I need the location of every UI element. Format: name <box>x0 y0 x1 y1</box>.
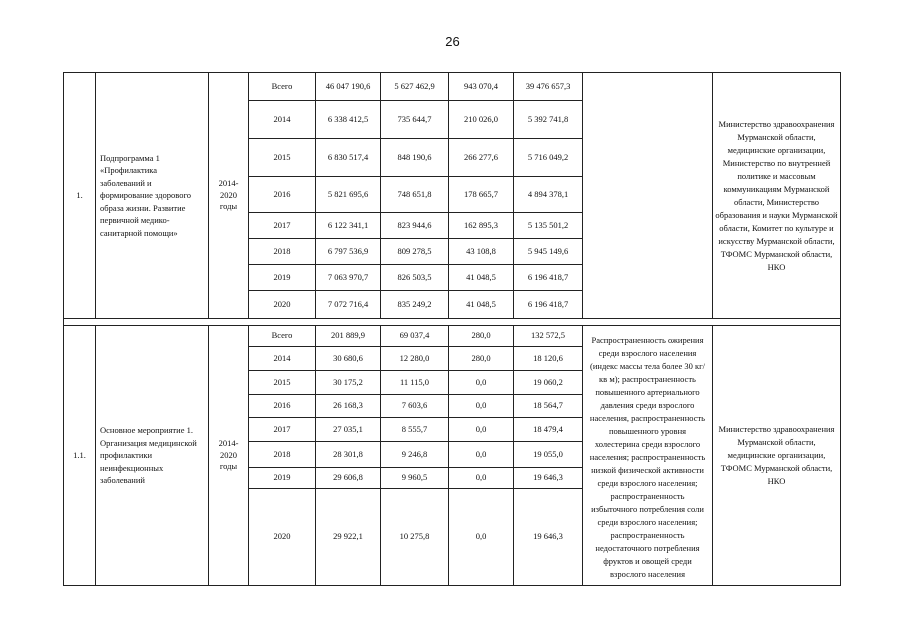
value-cell: 5 392 741,8 <box>514 101 583 139</box>
value-cell: 18 564,7 <box>514 394 583 418</box>
table-row <box>64 73 841 101</box>
value-cell: 6 797 536,9 <box>316 239 381 265</box>
value-cell: 0,0 <box>449 418 514 442</box>
value-cell: 19 646,3 <box>514 489 583 586</box>
value-cell: 210 026,0 <box>449 101 514 139</box>
value-cell: 10 275,8 <box>381 489 449 586</box>
value-cell: 19 060,2 <box>514 371 583 395</box>
year-cell: 2020 <box>249 291 316 319</box>
value-cell: 823 944,6 <box>381 213 449 239</box>
page-number: 26 <box>445 34 460 49</box>
year-cell: 2019 <box>249 467 316 488</box>
year-cell: 2016 <box>249 394 316 418</box>
value-cell: 5 627 462,9 <box>381 73 449 101</box>
value-cell: 27 035,1 <box>316 418 381 442</box>
value-cell: 43 108,8 <box>449 239 514 265</box>
section-divider <box>64 319 841 326</box>
value-cell: 826 503,5 <box>381 265 449 291</box>
value-cell: 748 651,8 <box>381 177 449 213</box>
value-cell: 18 479,4 <box>514 418 583 442</box>
value-cell: 835 249,2 <box>381 291 449 319</box>
period: 2014-2020 годы <box>209 73 249 319</box>
row-number: 1.1. <box>64 326 96 586</box>
value-cell: 162 895,3 <box>449 213 514 239</box>
value-cell: 0,0 <box>449 371 514 395</box>
value-cell: 19 055,0 <box>514 441 583 467</box>
year-cell: 2020 <box>249 489 316 586</box>
value-cell: 7 072 716,4 <box>316 291 381 319</box>
value-cell: 8 555,7 <box>381 418 449 442</box>
year-cell: 2017 <box>249 418 316 442</box>
year-cell: 2018 <box>249 441 316 467</box>
value-cell: 30 175,2 <box>316 371 381 395</box>
value-cell: 6 338 412,5 <box>316 101 381 139</box>
value-cell: 266 277,6 <box>449 139 514 177</box>
value-cell: 280,0 <box>449 326 514 347</box>
value-cell: 41 048,5 <box>449 291 514 319</box>
value-cell: 6 196 418,7 <box>514 291 583 319</box>
value-cell: 7 063 970,7 <box>316 265 381 291</box>
year-cell: 2014 <box>249 101 316 139</box>
value-cell: 0,0 <box>449 441 514 467</box>
period: 2014-2020 годы <box>209 326 249 586</box>
value-cell: 201 889,9 <box>316 326 381 347</box>
value-cell: 18 120,6 <box>514 347 583 371</box>
value-cell: 41 048,5 <box>449 265 514 291</box>
value-cell: 280,0 <box>449 347 514 371</box>
value-cell: 29 922,1 <box>316 489 381 586</box>
value-cell: 28 301,8 <box>316 441 381 467</box>
value-cell: 735 644,7 <box>381 101 449 139</box>
value-cell: 9 960,5 <box>381 467 449 488</box>
year-cell: 2017 <box>249 213 316 239</box>
indicator-cell <box>583 326 713 586</box>
year-cell: 2016 <box>249 177 316 213</box>
value-cell: 6 122 341,1 <box>316 213 381 239</box>
year-cell: Всего <box>249 326 316 347</box>
row-number: 1. <box>64 73 96 319</box>
value-cell: 0,0 <box>449 489 514 586</box>
year-cell: 2014 <box>249 347 316 371</box>
value-cell: 132 572,5 <box>514 326 583 347</box>
value-cell: 69 037,4 <box>381 326 449 347</box>
subprogram-title: Подпрограмма 1 «Профилактика заболеваний и формирование здорового образа жизни. Развитие первичной медико-санитарной помощи» <box>96 73 209 319</box>
value-cell: 4 894 378,1 <box>514 177 583 213</box>
executors-cell: Министерство здравоохранения Мурманской области, медицинские организации, ТФОМС Мурманской области, НКО <box>713 326 841 586</box>
section-divider-cell <box>64 319 841 326</box>
value-cell: 11 115,0 <box>381 371 449 395</box>
value-cell: 29 606,8 <box>316 467 381 488</box>
year-cell: 2015 <box>249 371 316 395</box>
activity-title: Основное мероприятие 1. Организация медицинской профилактики неинфекционных заболеваний <box>96 326 209 586</box>
value-cell: 5 945 149,6 <box>514 239 583 265</box>
program-table <box>63 72 841 586</box>
value-cell: 178 665,7 <box>449 177 514 213</box>
value-cell: 809 278,5 <box>381 239 449 265</box>
value-cell: 5 135 501,2 <box>514 213 583 239</box>
indicator-cell <box>583 73 713 319</box>
value-cell: 39 476 657,3 <box>514 73 583 101</box>
indicator-text: Распространенность ожирения среди взрослого населения (индекс массы тела более 30 кг/кв м); распространенность повышенного артериального давления среди взрослого населения, распространенность повышенного уровня холестерина среди взрослого населения; распространенность низкой физической активности среди взрослого населения; распространенность избыточного потребления соли среди взрослого населения; распространенность недостаточного потребления фруктов и овощей среди взрослого населения <box>589 335 706 579</box>
year-cell: 2019 <box>249 265 316 291</box>
value-cell: 7 603,6 <box>381 394 449 418</box>
value-cell: 19 646,3 <box>514 467 583 488</box>
value-cell: 6 196 418,7 <box>514 265 583 291</box>
value-cell: 0,0 <box>449 467 514 488</box>
value-cell: 9 246,8 <box>381 441 449 467</box>
executors-cell: Министерство здравоохранения Мурманской области, медицинские организации, Министерство по внутренней политике и массовым коммуникациям Мурманской области, Министерство образования и науки Мурманской области, Комитет по культуре и искусству Мурманской области, ТФОМС Мурманской области, НКО <box>713 73 841 319</box>
year-cell: Всего <box>249 73 316 101</box>
value-cell: 848 190,6 <box>381 139 449 177</box>
table-row <box>64 326 841 347</box>
value-cell: 46 047 190,6 <box>316 73 381 101</box>
year-cell: 2018 <box>249 239 316 265</box>
value-cell: 30 680,6 <box>316 347 381 371</box>
value-cell: 5 716 049,2 <box>514 139 583 177</box>
value-cell: 12 280,0 <box>381 347 449 371</box>
value-cell: 26 168,3 <box>316 394 381 418</box>
year-cell: 2015 <box>249 139 316 177</box>
value-cell: 0,0 <box>449 394 514 418</box>
value-cell: 5 821 695,6 <box>316 177 381 213</box>
value-cell: 943 070,4 <box>449 73 514 101</box>
value-cell: 6 830 517,4 <box>316 139 381 177</box>
